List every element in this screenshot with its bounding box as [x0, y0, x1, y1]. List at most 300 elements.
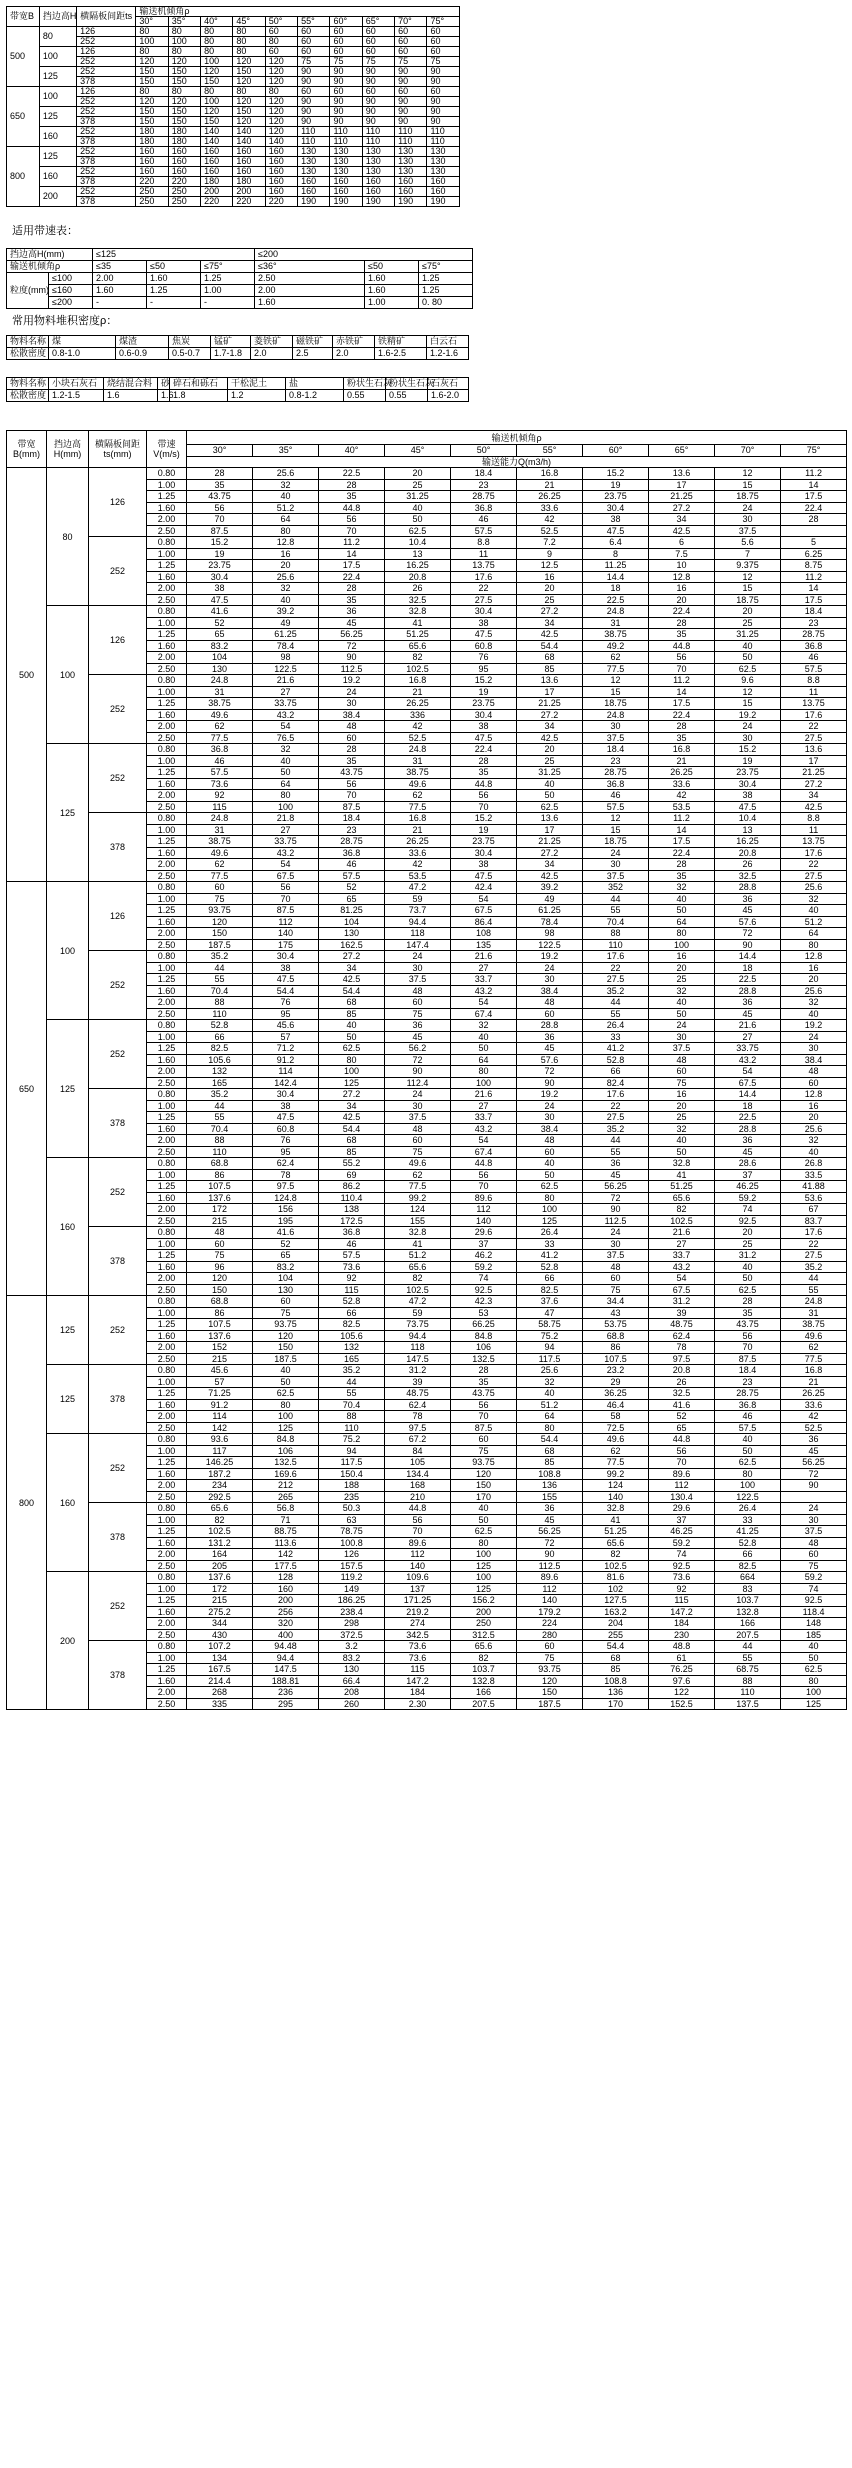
table-cell: 48	[517, 1135, 583, 1147]
table-cell: 锰矿	[211, 336, 251, 348]
table-cell: 16.25	[385, 560, 451, 572]
table-cell: 165	[319, 1353, 385, 1365]
table-cell: 160	[330, 177, 362, 187]
table-cell: 115	[385, 1664, 451, 1676]
speed-cell: 1.00	[147, 1238, 187, 1250]
table-cell: 73.6	[319, 1261, 385, 1273]
table-cell: 42	[517, 514, 583, 526]
table-cell: 94.4	[253, 1652, 319, 1664]
table-cell: 27	[451, 1100, 517, 1112]
table-cell: 44.8	[451, 778, 517, 790]
table-cell: 55	[583, 905, 649, 917]
table-cell: 50	[253, 767, 319, 779]
table-cell: 12.8	[781, 951, 847, 963]
table-cell: 35	[319, 755, 385, 767]
speed-cell: 2.00	[147, 721, 187, 733]
angle-header-cell: 30°	[136, 17, 168, 27]
table-cell: 砂	[158, 378, 170, 390]
table-cell: 13.75	[781, 698, 847, 710]
table-cell: 27	[253, 824, 319, 836]
table-cell: 1.25	[419, 273, 473, 285]
speed-cell: 1.25	[147, 698, 187, 710]
table-cell: 48.75	[649, 1319, 715, 1331]
table-cell: 140	[583, 1491, 649, 1503]
table-cell: 75	[253, 1307, 319, 1319]
table-cell: ≤100	[49, 273, 93, 285]
speed-cell: 0.80	[147, 1296, 187, 1308]
table-cell: 94.4	[385, 1330, 451, 1342]
table-cell: 52	[319, 882, 385, 894]
table-cell: 60	[781, 1077, 847, 1089]
table-cell: 43.75	[319, 767, 385, 779]
width-cell: 650	[7, 87, 40, 147]
table-cell: 80	[168, 47, 200, 57]
table-cell: 22	[781, 859, 847, 871]
table-cell: 66	[583, 1066, 649, 1078]
angle-header-cell: 45°	[233, 17, 265, 27]
table-cell: 83	[715, 1583, 781, 1595]
table-cell: 125	[319, 1077, 385, 1089]
table-cell: 38.4	[781, 1054, 847, 1066]
table-cell: 190	[362, 197, 394, 207]
table-cell: 160	[265, 177, 297, 187]
spacing-cell: 126	[89, 882, 147, 951]
table-cell: 1.2	[228, 390, 286, 402]
height-cell: 160	[39, 167, 76, 187]
table-cell: 17.5	[781, 594, 847, 606]
table-cell: 36.8	[319, 1227, 385, 1239]
table-cell: 46.25	[715, 1181, 781, 1193]
table-cell: 72	[781, 1468, 847, 1480]
header-cell: 挡边高H	[39, 7, 76, 27]
table-cell: 24	[583, 847, 649, 859]
table-cell: 26	[715, 859, 781, 871]
table-cell: 48	[385, 1123, 451, 1135]
table-cell: 160	[168, 147, 200, 157]
table-cell: 34	[781, 790, 847, 802]
table-cell: 55	[583, 1146, 649, 1158]
table-cell: 90	[395, 77, 427, 87]
table-cell: 12	[583, 813, 649, 825]
angle-header-cell: 35°	[168, 17, 200, 27]
table-cell: 57	[187, 1376, 253, 1388]
table-cell: 78.4	[253, 640, 319, 652]
table-cell: 160	[395, 187, 427, 197]
speed-cell: 1.00	[147, 893, 187, 905]
table-cell: 190	[395, 197, 427, 207]
table-cell: 40	[715, 1261, 781, 1273]
speed-cell: 2.50	[147, 870, 187, 882]
table-cell: 52.8	[583, 1054, 649, 1066]
table-cell: 18	[715, 962, 781, 974]
table-cell: -	[147, 297, 201, 309]
table-cell: 35	[715, 1307, 781, 1319]
table-cell: 86	[187, 1169, 253, 1181]
table-cell: 64	[451, 1054, 517, 1066]
table-cell: 11.2	[319, 537, 385, 549]
table-cell: 42.4	[451, 882, 517, 894]
table-cell: 97.5	[385, 1422, 451, 1434]
table-cell: 78	[385, 1411, 451, 1423]
table-cell: 120	[233, 97, 265, 107]
table-cell: 15.2	[187, 537, 253, 549]
speed-cell: 2.00	[147, 1618, 187, 1630]
table-cell: 41.2	[583, 1043, 649, 1055]
table-cell: 92.5	[451, 1284, 517, 1296]
table-cell: 60	[395, 87, 427, 97]
speed-cell: 1.25	[147, 1526, 187, 1538]
table-cell: 93.75	[253, 1319, 319, 1331]
table-cell: 85	[517, 663, 583, 675]
table-cell: 铁精矿	[375, 336, 427, 348]
table-cell: 298	[319, 1618, 385, 1630]
table-row	[7, 1365, 847, 1377]
spacing-cell: 252	[89, 1572, 147, 1641]
table-cell: 80	[136, 27, 168, 37]
height-cell: 100	[39, 47, 76, 67]
table-cell: 234	[187, 1480, 253, 1492]
table-cell: 19.2	[781, 1020, 847, 1032]
table-cell: 35.2	[781, 1261, 847, 1273]
table-cell: 33.6	[517, 502, 583, 514]
table-cell: 70	[715, 1342, 781, 1354]
table-cell: 33.75	[253, 836, 319, 848]
table-cell: 64	[253, 514, 319, 526]
table-cell: 100	[319, 1066, 385, 1078]
table-cell: 1.00	[365, 297, 419, 309]
table-cell: 137	[385, 1583, 451, 1595]
table-cell: 24.8	[781, 1296, 847, 1308]
table-cell: 75	[427, 57, 460, 67]
table-cell: 160	[253, 1583, 319, 1595]
table-cell: 45.6	[253, 1020, 319, 1032]
table-cell: 24	[517, 1100, 583, 1112]
table-cell: 60	[330, 87, 362, 97]
table-cell: 56.25	[319, 629, 385, 641]
table-cell: 62	[385, 790, 451, 802]
table-cell: 1.2-1.5	[49, 390, 104, 402]
table-cell: 150	[233, 107, 265, 117]
table-cell: 24	[781, 1503, 847, 1515]
table-cell: 27.2	[517, 606, 583, 618]
table-cell: 47.5	[583, 525, 649, 537]
table-cell: ≤50	[147, 261, 201, 273]
table-cell: 190	[298, 197, 330, 207]
table-cell: 252	[77, 187, 136, 197]
angle-header-cell: 45°	[385, 445, 451, 457]
speed-cell: 1.60	[147, 502, 187, 514]
table-cell: 147.4	[385, 939, 451, 951]
table-cell: 120	[201, 107, 233, 117]
table-cell: 62	[385, 1169, 451, 1181]
table-cell: 50	[451, 1043, 517, 1055]
height-cell: 100	[47, 606, 89, 744]
table-cell: 122.5	[517, 939, 583, 951]
table-cell: 102.5	[187, 1526, 253, 1538]
table-cell: 69	[319, 1169, 385, 1181]
table-cell: 93.75	[451, 1457, 517, 1469]
table-cell: ≤75°	[201, 261, 255, 273]
table-cell: 22	[583, 1100, 649, 1112]
table-cell: 22.4	[451, 744, 517, 756]
table-cell: 12.8	[781, 1089, 847, 1101]
table-cell: 124	[583, 1480, 649, 1492]
angle-header-cell: 65°	[649, 445, 715, 457]
speed-cell: 0.80	[147, 1434, 187, 1446]
table-cell: 74	[715, 1204, 781, 1216]
table-cell: 110	[298, 137, 330, 147]
table-cell: 60	[362, 87, 394, 97]
table-cell: 110	[330, 127, 362, 137]
table-cell: 120	[451, 1468, 517, 1480]
table-cell: 62.5	[253, 1388, 319, 1400]
table-cell: 47.5	[451, 870, 517, 882]
table-cell: 88	[187, 997, 253, 1009]
table-cell: 150	[136, 117, 168, 127]
table-cell: 38	[253, 962, 319, 974]
table-cell: 54	[451, 1135, 517, 1147]
table-cell: 18.4	[715, 1365, 781, 1377]
table-cell: 19	[715, 755, 781, 767]
table-cell: 49.6	[583, 1434, 649, 1446]
capacity-table	[6, 430, 847, 1710]
table-cell: 11.2	[649, 675, 715, 687]
table-cell: 100	[649, 939, 715, 951]
table-cell: 输送机倾角ρ	[7, 261, 93, 273]
table-cell: 162.5	[319, 939, 385, 951]
table-cell: 37	[715, 1169, 781, 1181]
table-cell: 220	[233, 197, 265, 207]
table-cell: 60	[265, 27, 297, 37]
table-cell: 152	[187, 1342, 253, 1354]
table-cell: 75	[395, 57, 427, 67]
speed-cell: 0.80	[147, 882, 187, 894]
table-cell: 140	[517, 1595, 583, 1607]
table-cell: 252	[77, 37, 136, 47]
table-cell: 90	[362, 97, 394, 107]
density-table-1	[6, 335, 469, 360]
table-cell: 60	[298, 87, 330, 97]
table-cell: 137.5	[715, 1698, 781, 1710]
table-cell: 110	[427, 137, 460, 147]
table-row	[7, 1158, 847, 1170]
table-cell: 60	[330, 27, 362, 37]
table-cell: 82	[385, 1273, 451, 1285]
table-cell: 80	[517, 1192, 583, 1204]
table-cell: 24	[583, 1227, 649, 1239]
table-cell: 160	[427, 177, 460, 187]
table-cell: 32	[781, 893, 847, 905]
speed-cell: 1.25	[147, 836, 187, 848]
speed-cell: 1.60	[147, 1261, 187, 1273]
table-cell: 160	[201, 147, 233, 157]
table-cell: 207.5	[451, 1698, 517, 1710]
table-cell: 80	[253, 790, 319, 802]
table-cell: 11.25	[583, 560, 649, 572]
table-cell: 22.4	[649, 847, 715, 859]
table-cell: 21	[649, 755, 715, 767]
table-cell: 57	[253, 1031, 319, 1043]
table-cell: 60	[649, 1066, 715, 1078]
table-cell: 50	[781, 1652, 847, 1664]
table-cell: 48.8	[649, 1641, 715, 1653]
table-cell: 44	[583, 893, 649, 905]
table-cell: 35	[451, 767, 517, 779]
table-cell: 37.5	[781, 1526, 847, 1538]
table-cell: 73.6	[385, 1641, 451, 1653]
table-cell: 88.75	[253, 1526, 319, 1538]
table-cell: 90	[583, 1204, 649, 1216]
table-cell: 99.2	[583, 1468, 649, 1480]
table-cell: 188	[319, 1480, 385, 1492]
table-cell: 220	[168, 177, 200, 187]
table-cell: 73.75	[385, 1319, 451, 1331]
table-cell: 77.5	[583, 663, 649, 675]
table-cell: 62.5	[715, 663, 781, 675]
table-cell: 65.6	[385, 640, 451, 652]
table-cell: 38	[715, 790, 781, 802]
table-cell: 60	[395, 37, 427, 47]
table-cell: 90	[298, 107, 330, 117]
table-cell: 83.7	[781, 1215, 847, 1227]
table-cell: 30	[583, 1238, 649, 1250]
table-cell: 40	[319, 1020, 385, 1032]
table-cell: 147.2	[649, 1606, 715, 1618]
table-cell: 90	[298, 97, 330, 107]
table-cell: 85	[319, 1008, 385, 1020]
table-cell: 82	[187, 1514, 253, 1526]
table-cell: 44	[583, 1135, 649, 1147]
table-cell: 180	[168, 137, 200, 147]
speed-cell: 1.25	[147, 629, 187, 641]
table-cell: 77.5	[385, 801, 451, 813]
table-cell: 24	[715, 502, 781, 514]
table-cell: 30	[781, 1043, 847, 1055]
table-cell: 31	[385, 755, 451, 767]
table-cell: 45	[517, 1514, 583, 1526]
table-cell: 9	[517, 548, 583, 560]
table-cell: 66.4	[319, 1675, 385, 1687]
table-cell: 80	[233, 27, 265, 37]
table-cell: 130	[298, 147, 330, 157]
table-cell: 180	[136, 127, 168, 137]
table-cell: 56	[649, 1445, 715, 1457]
speed-cell: 2.00	[147, 1135, 187, 1147]
table-cell: 40	[451, 1031, 517, 1043]
table-cell: 27.5	[583, 1112, 649, 1124]
table-cell: 102	[583, 1583, 649, 1595]
table-cell: 378	[77, 137, 136, 147]
table-cell: 42.5	[517, 870, 583, 882]
table-cell: 62	[187, 721, 253, 733]
table-cell: 86.4	[451, 916, 517, 928]
table-cell: 56	[253, 882, 319, 894]
table-cell: 430	[187, 1629, 253, 1641]
table-cell: 30.4	[451, 847, 517, 859]
table-cell: 180	[168, 127, 200, 137]
table-cell: 47.5	[187, 594, 253, 606]
table-cell: 54	[253, 859, 319, 871]
table-cell: 14	[781, 479, 847, 491]
table-cell: 126	[77, 47, 136, 57]
table-cell: 23	[451, 479, 517, 491]
table-cell: 30	[517, 974, 583, 986]
table-cell: 130	[427, 147, 460, 157]
speed-cell: 1.00	[147, 686, 187, 698]
table-cell: 140	[451, 1215, 517, 1227]
height-cell: 160	[47, 1434, 89, 1572]
speed-cell: 1.60	[147, 1675, 187, 1687]
table-cell: 90	[362, 77, 394, 87]
table-cell: 252	[77, 107, 136, 117]
table-cell: 19.2	[319, 675, 385, 687]
table-cell: 168	[385, 1480, 451, 1492]
table-cell: 60	[330, 37, 362, 47]
header-cell: 带宽B(mm)	[7, 431, 47, 468]
table-cell: 82.5	[319, 1319, 385, 1331]
table-cell: 47.5	[253, 1112, 319, 1124]
table-cell: 312.5	[451, 1629, 517, 1641]
table-cell: 105	[385, 1457, 451, 1469]
table-cell: 118	[385, 928, 451, 940]
table-cell: 56.8	[253, 1503, 319, 1515]
table-cell: 22	[451, 583, 517, 595]
table-cell: 43.2	[253, 709, 319, 721]
spacing-cell: 378	[89, 1089, 147, 1158]
table-cell: 180	[136, 137, 168, 147]
table-cell: 30.4	[583, 502, 649, 514]
table-cell: 43.75	[715, 1319, 781, 1331]
table-cell: 90	[330, 77, 362, 87]
table-cell: 28	[781, 514, 847, 526]
table-cell: 119.2	[319, 1572, 385, 1584]
table-cell: 250	[136, 197, 168, 207]
table-cell: 烧结混合料	[104, 378, 158, 390]
table-cell: 30	[715, 514, 781, 526]
table-cell: 45.6	[187, 1365, 253, 1377]
table-cell: 120	[233, 77, 265, 87]
table-cell: 250	[168, 197, 200, 207]
table-cell: 47.2	[385, 1296, 451, 1308]
table-cell: 15.2	[583, 468, 649, 480]
table-cell: 59.2	[781, 1572, 847, 1584]
table-cell: 31.25	[517, 767, 583, 779]
table-cell: 150	[136, 77, 168, 87]
spacing-cell: 126	[89, 468, 147, 537]
table-cell: 19	[187, 548, 253, 560]
table-cell: 78	[253, 1169, 319, 1181]
table-cell: 44.8	[451, 1158, 517, 1170]
speed-cell: 1.60	[147, 1606, 187, 1618]
table-cell: 55	[583, 1008, 649, 1020]
table-cell: 280	[517, 1629, 583, 1641]
table-cell: 87.5	[451, 1422, 517, 1434]
speed-cell: 2.00	[147, 1687, 187, 1699]
table-cell: 24	[385, 951, 451, 963]
table-cell: 14	[319, 548, 385, 560]
table-cell: 25.6	[781, 1123, 847, 1135]
table-cell: 65	[649, 1422, 715, 1434]
table-cell: 59	[385, 1307, 451, 1319]
table-cell: 27	[451, 962, 517, 974]
table-cell: 108.8	[517, 1468, 583, 1480]
height-cell: 100	[39, 87, 76, 107]
table-cell: 挡边高H(mm)	[7, 249, 93, 261]
table-cell: 160	[168, 167, 200, 177]
table-cell: 54.4	[319, 1123, 385, 1135]
table-cell: 91.2	[253, 1054, 319, 1066]
table-cell: 16	[517, 571, 583, 583]
